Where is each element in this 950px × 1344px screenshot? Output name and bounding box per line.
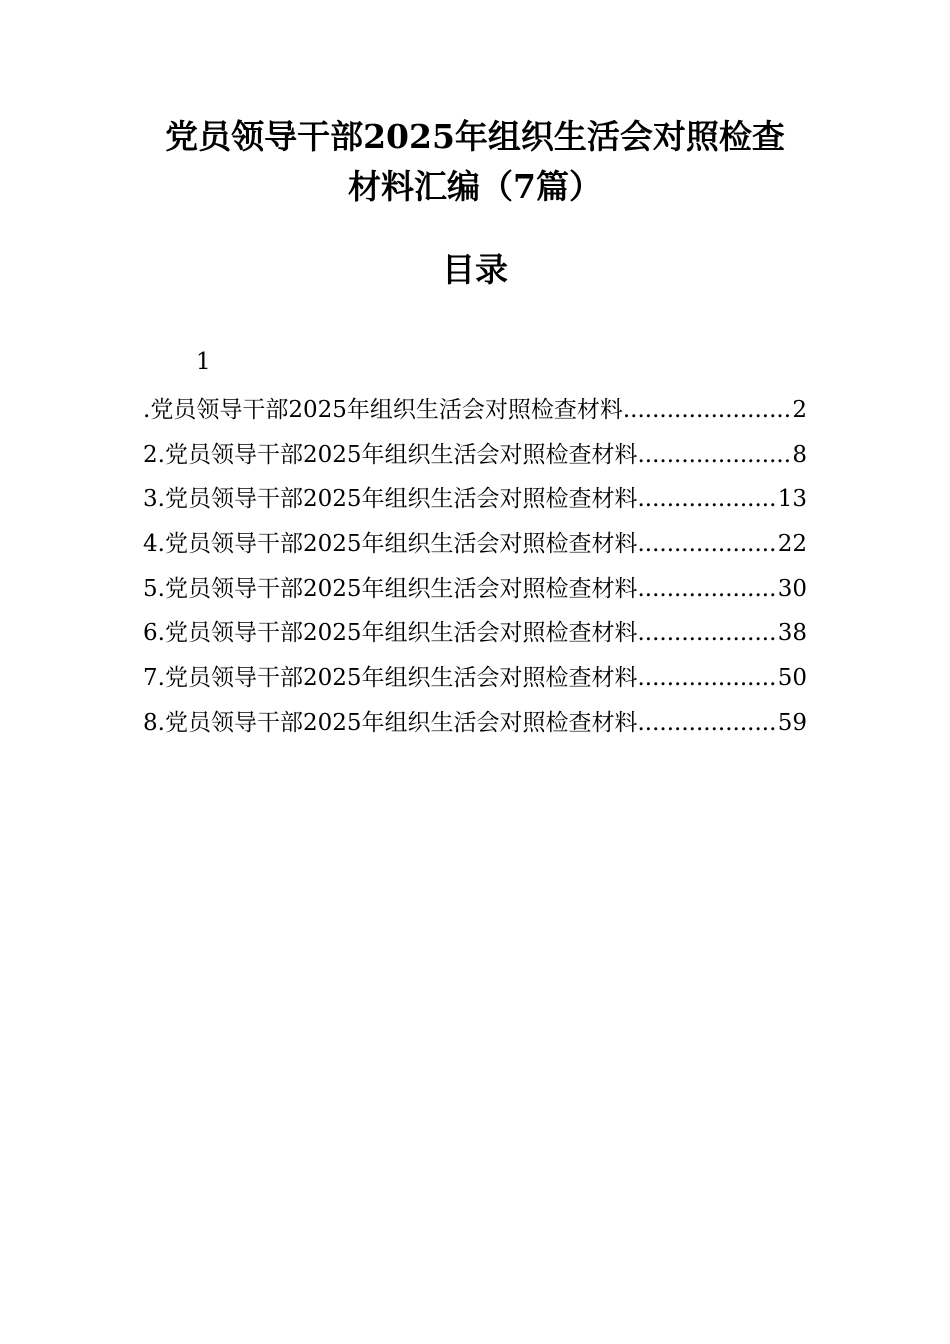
toc-entry-number: 3. bbox=[143, 486, 165, 513]
toc-entry-2[interactable] bbox=[143, 433, 807, 478]
toc-entry-1[interactable] bbox=[143, 388, 807, 433]
toc-entry-number: 8. bbox=[143, 709, 165, 736]
toc-dot-leader bbox=[638, 701, 778, 746]
toc-dot-leader bbox=[638, 567, 778, 612]
toc-entry-page: 59 bbox=[777, 709, 807, 736]
toc-entry-number: 7. bbox=[143, 665, 165, 692]
toc-entry-number: 6. bbox=[143, 620, 165, 647]
toc-entry-label: 党员领导干部2025年组织生活会对照检查材料 bbox=[164, 531, 638, 558]
toc-entry-number: 5. bbox=[143, 575, 165, 602]
document-title-line-2: 材料汇编（7篇） bbox=[348, 167, 602, 206]
document-title-line-1: 党员领导干部2025年组织生活会对照检查 bbox=[165, 117, 785, 156]
toc-entry-number: . bbox=[143, 397, 151, 423]
toc-entry-label: 党员领导干部2025年组织生活会对照检查材料 bbox=[164, 709, 638, 736]
toc-entry-number: 4. bbox=[143, 531, 165, 558]
toc-entry-7[interactable] bbox=[143, 656, 807, 701]
toc-entry-page: 2 bbox=[792, 397, 807, 423]
toc-entry-label: 党员领导干部2025年组织生活会对照检查材料 bbox=[164, 441, 638, 468]
toc-entry-8[interactable] bbox=[143, 701, 807, 746]
toc-entry-6[interactable] bbox=[143, 611, 807, 656]
toc-dot-leader bbox=[638, 522, 778, 567]
toc-entry-page: 50 bbox=[777, 665, 807, 692]
toc-dot-leader bbox=[623, 388, 793, 433]
toc-entry-number: 2. bbox=[143, 441, 165, 468]
toc-entry-page: 38 bbox=[777, 620, 807, 647]
toc-entry-5[interactable] bbox=[143, 567, 807, 612]
toc-entry-label: 党员领导干部2025年组织生活会对照检查材料 bbox=[164, 486, 638, 513]
toc-list bbox=[143, 388, 807, 746]
toc-entry-label: 党员领导干部2025年组织生活会对照检查材料 bbox=[164, 575, 638, 602]
toc-dot-leader bbox=[638, 433, 793, 478]
toc-entry-label: 党员领导干部2025年组织生活会对照检查材料 bbox=[164, 620, 638, 647]
toc-entry-page: 13 bbox=[777, 486, 807, 513]
toc-entry-label: 党员领导干部2025年组织生活会对照检查材料 bbox=[164, 665, 638, 692]
toc-entry-3[interactable] bbox=[143, 477, 807, 522]
toc-stray-number: 1 bbox=[196, 349, 211, 375]
toc-entry-page: 22 bbox=[777, 531, 807, 558]
toc-dot-leader bbox=[638, 477, 778, 522]
toc-entry-label: 党员领导干部2025年组织生活会对照检查材料 bbox=[150, 397, 623, 423]
toc-entry-page: 30 bbox=[777, 575, 807, 602]
toc-entry-4[interactable] bbox=[143, 522, 807, 567]
toc-dot-leader bbox=[638, 656, 778, 701]
toc-entry-page: 8 bbox=[792, 441, 807, 468]
toc-dot-leader bbox=[638, 611, 778, 656]
toc-heading: 目录 bbox=[442, 250, 508, 289]
document-title bbox=[120, 112, 830, 212]
